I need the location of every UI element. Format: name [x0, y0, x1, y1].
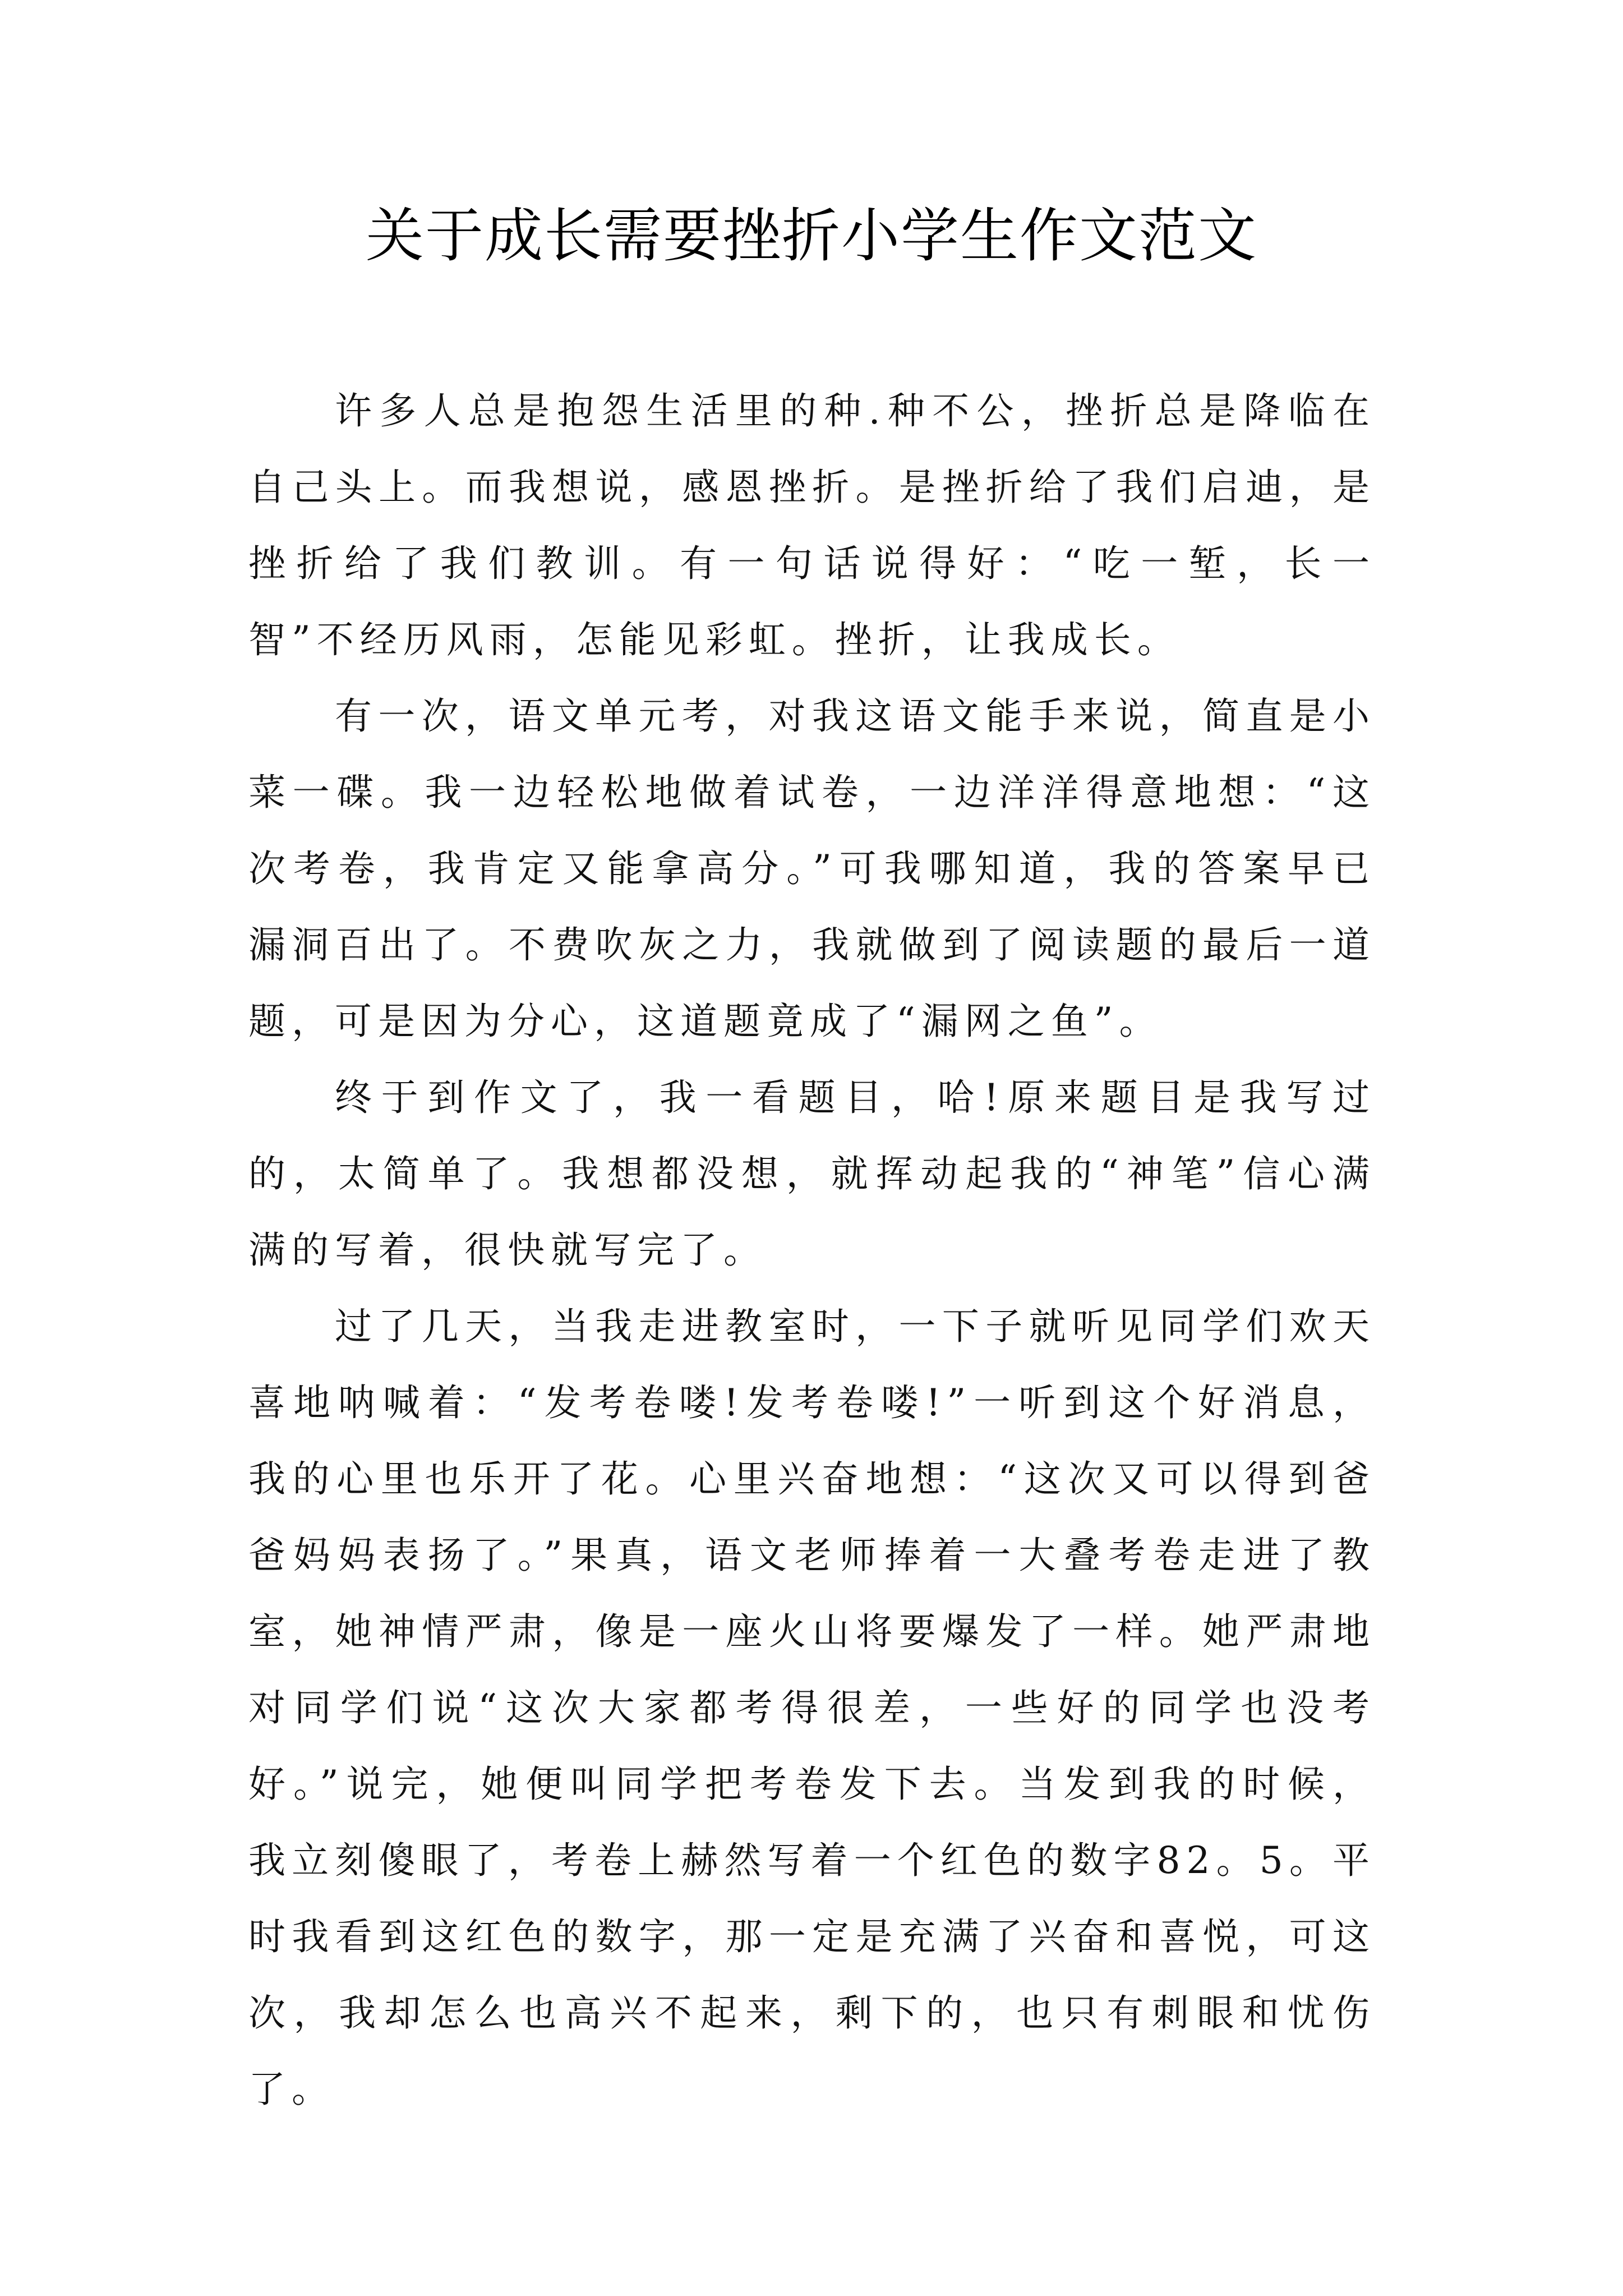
paragraph-3: 终于到作文了，我一看题目，哈!原来题目是我写过的，太简单了。我想都没想，就挥动起我的“神笔”信心满满的写着，很快就写完了。 — [248, 1076, 1376, 1272]
document-body — [248, 373, 1376, 2128]
paragraph-2: 有一次，语文单元考，对我这语文能手来说，简直是小菜一碟。我一边轻松地做着试卷，一边洋洋得意地想：“这次考卷，我肯定又能拿高分。”可我哪知道，我的答案早已漏洞百出了。不费吹灰之力，我就做到了阅读题的最后一道题，可是因为分心，这道题竟成了“漏网之鱼”。 — [248, 694, 1376, 1043]
paragraph-4: 过了几天，当我走进教室时，一下子就听见同学们欢天喜地呐喊着：“发考卷喽!发考卷喽!”一听到这个好消息，我的心里也乐开了花。心里兴奋地想：“这次又可以得到爸爸妈妈表扬了。”果真，语文老师捧着一大叠考卷走进了教室，她神情严肃，像是一座火山将要爆发了一样。她严肃地对同学们说“这次大家都考得很差，一些好的同学也没考好。”说完，她便叫同学把考卷发下去。当发到我的时候，我立刻傻眼了，考卷上赫然写着一个红色的数字82。5。平时我看到这红色的数字，那一定是充满了兴奋和喜悦，可这次，我却怎么也高兴不起来，剩下的，也只有刺眼和忧伤了。 — [248, 1305, 1376, 2111]
document-title: 关于成长需要挫折小学生作文范文 — [365, 201, 1257, 270]
paragraph-1: 许多人总是抱怨生活里的种.种不公，挫折总是降临在自己头上。而我想说，感恩挫折。是挫折给了我们启迪，是挫折给了我们教训。有一句话说得好：“吃一堑，长一智”不经历风雨，怎能见彩虹。挫折，让我成长。 — [248, 389, 1376, 661]
